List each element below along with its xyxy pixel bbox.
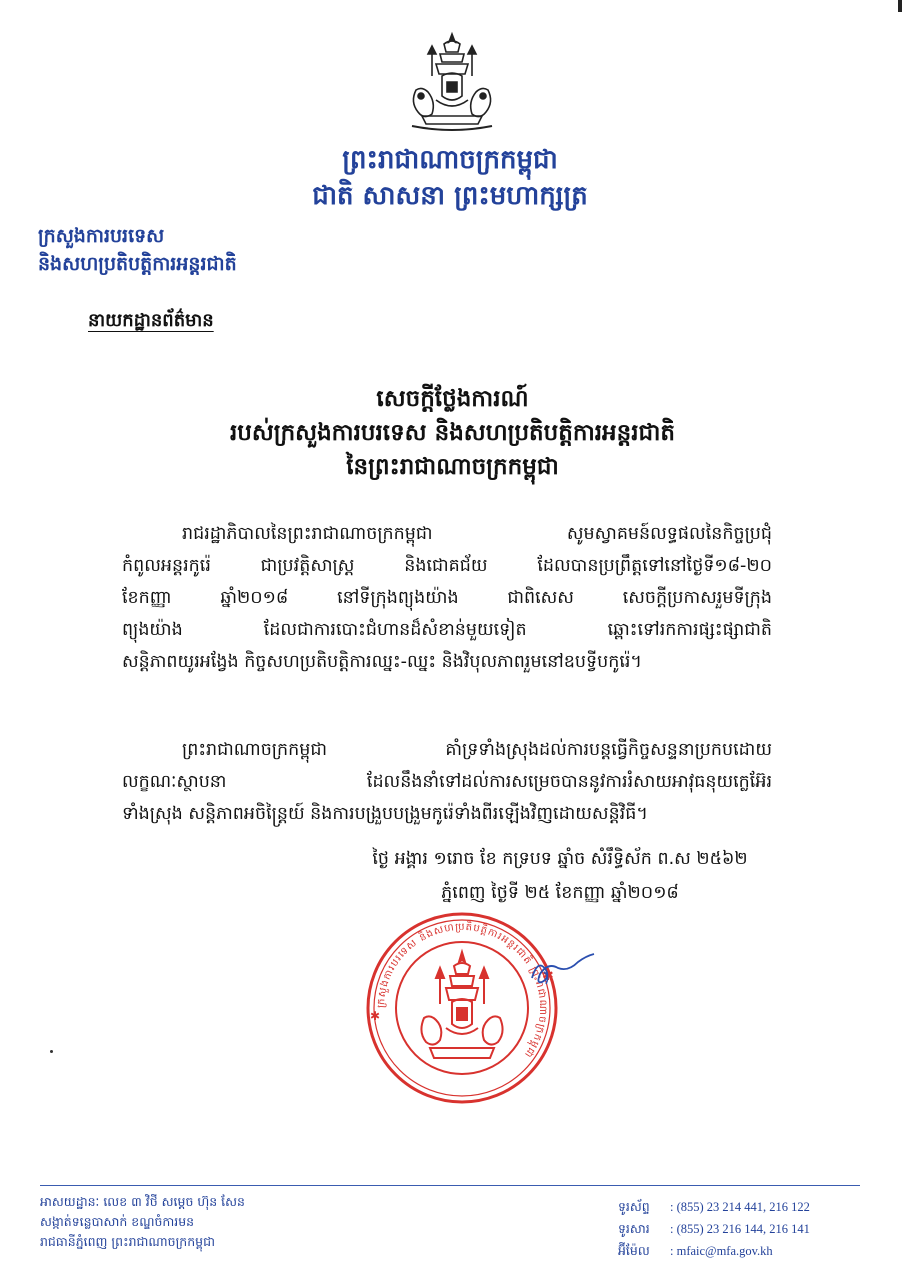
solar-date: ភ្នំពេញ ថ្ងៃទី ២៥ ខែកញ្ញា ឆ្នាំ២០១៨	[441, 883, 679, 903]
ministry-name-line2: និងសហប្រតិបត្តិការអន្តរជាតិ	[38, 253, 237, 275]
signature-mark	[528, 948, 598, 998]
paragraph-line: ខែកញ្ញា ឆ្នាំ២០១៨ នៅទីក្រុងព្យុងយ៉ាង ជាពិសេស សេចក្តីប្រកាសរួមទីក្រុង	[122, 588, 772, 608]
official-seal-icon	[362, 908, 562, 1108]
lunar-date: ថ្ងៃ អង្គារ ១រោច ខែ កទ្របទ ឆ្នាំច សំរឹទ្ធិស័ក ព.ស ២៥៦២	[372, 849, 748, 869]
department-name: នាយកដ្ឋានព័ត៌មាន	[88, 310, 214, 331]
scan-speck	[50, 1050, 53, 1053]
paragraph-line: ព្យុងយ៉ាង ដែលជាការបោះជំហានដ៏សំខាន់មួយទៀត ឆ្ពោះទៅរកការផ្សះផ្សាជាតិ	[122, 620, 772, 640]
phone-value: : (855) 23 214 441, 216 122	[670, 1200, 810, 1214]
svg-text:✱: ✱	[370, 1009, 381, 1023]
email-label: អ៊ីម៉ែល	[618, 1243, 650, 1258]
document-title	[160, 382, 745, 484]
svg-text:✱: ✱	[542, 968, 554, 984]
email-row	[618, 1240, 868, 1262]
paragraph-line: ព្រះរាជាណាចក្រកម្ពុជា គាំទ្រទាំងស្រុងដល់ការបន្តធ្វើកិច្ចសន្ទនាប្រកបដោយ	[182, 740, 772, 760]
fax-value: : (855) 23 216 144, 216 141	[670, 1222, 810, 1236]
title-line-1: សេចក្តីថ្លែងការណ៍	[376, 385, 529, 412]
address-line-1: អាសយដ្ឋានៈ លេខ ៣ វិថី សម្តេច ហ៊ុន សែន	[40, 1194, 245, 1209]
address-line-2: សង្កាត់ទន្លេបាសាក់ ខណ្ឌចំការមន	[40, 1214, 195, 1229]
fax-row	[618, 1218, 868, 1240]
fax-label: ទូរសារ	[618, 1221, 650, 1236]
seal-ring-text: ក្រសួងការបរទេស និងសហប្រតិបត្តិការអន្តរជាតិ ព្រះរាជាណាចក្រកម្ពុជា	[375, 921, 549, 1060]
phone-row	[618, 1196, 868, 1218]
title-line-3: នៃព្រះរាជាណាចក្រកម្ពុជា	[346, 453, 559, 480]
footer-address	[40, 1192, 460, 1252]
footer-divider	[40, 1185, 860, 1186]
scan-edge-mark	[898, 0, 902, 12]
national-motto: ជាតិ សាសនា ព្រះមហាក្សត្រ	[312, 181, 588, 211]
royal-coat-of-arms-icon	[402, 30, 502, 135]
date-block	[345, 842, 775, 910]
footer-contacts	[618, 1196, 868, 1262]
address-line-3: រាជធានីភ្នំពេញ ព្រះរាជាណាចក្រកម្ពុជា	[40, 1234, 215, 1249]
paragraph-line: រាជរដ្ឋាភិបាលនៃព្រះរាជាណាចក្រកម្ពុជា សូមស្វាគមន៍លទ្ធផលនៃកិច្ចប្រជុំ	[182, 524, 772, 544]
kingdom-name: ព្រះរាជាណាចក្រកម្ពុជា	[342, 145, 558, 175]
body-paragraph-1	[122, 518, 772, 678]
phone-label: ទូរស័ព្ទ	[618, 1199, 650, 1214]
paragraph-line: សន្តិភាពយូរអង្វែង កិច្ចសហប្រតិបត្តិការឈ្នះ-ឈ្នះ និងវិបុលភាពរួមនៅឧបទ្វីបកូរ៉េ។	[122, 652, 642, 672]
email-value[interactable]: : mfaic@mfa.gov.kh	[670, 1244, 773, 1258]
ministry-header	[38, 222, 298, 278]
paragraph-line: លក្ខណៈស្ថាបនា ដែលនឹងនាំទៅដល់ការសម្រេចបាននូវការរំសាយអាវុធនុយក្លេអ៊ែរ	[122, 772, 772, 792]
paragraph-line: កំពូលអន្តរកូរ៉េ ជាប្រវត្តិសាស្ត្រ និងជោគជ័យ ដែលបានប្រព្រឹត្តទៅនៅថ្ងៃទី១៨-២០	[122, 556, 772, 576]
title-line-2: របស់ក្រសួងការបរទេស និងសហប្រតិបត្តិការអន្តរជាតិ	[229, 419, 676, 446]
kingdom-header	[300, 142, 600, 214]
paragraph-line: ទាំងស្រុង សន្តិភាពអចិន្ត្រៃយ៍ និងការបង្រួបបង្រួមកូរ៉េទាំងពីរឡើងវិញដោយសន្តិវិធី។	[122, 804, 648, 824]
body-paragraph-2	[122, 734, 772, 830]
ministry-name-line1: ក្រសួងការបរទេស	[38, 225, 165, 247]
